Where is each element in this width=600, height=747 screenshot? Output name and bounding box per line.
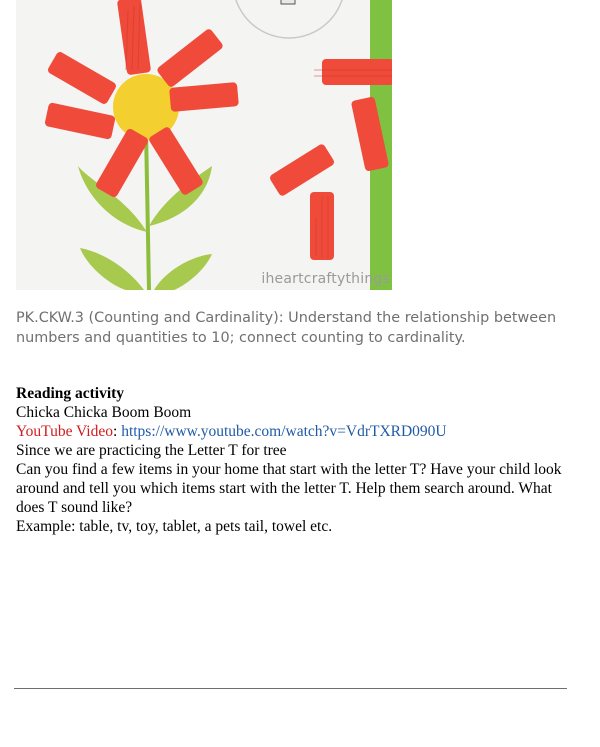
practice-line: Since we are practicing the Letter T for tree [16,442,287,459]
example-line: Example: table, tv, toy, tablet, a pets tail, towel etc. [16,518,333,535]
video-separator: : [113,423,122,440]
youtube-label: YouTube Video [16,423,113,440]
activity-paragraph: Can you find a few items in your home that start with the letter T? Have your child look around and tell you which items start with the letter T. Help them search around. What does T sound like? [16,461,562,516]
flower-craft-photo [16,0,392,290]
reading-activity-section [16,384,576,536]
pasta-flower-illustration [16,0,392,290]
pasta-loose [322,59,392,85]
book-title: Chicka Chicka Boom Boom [16,404,192,421]
standard-description: PK.CKW.3 (Counting and Cardinality): Understand the relationship between numbers and quantities to 10; connect counting to cardinality. [16,310,557,346]
video-line [16,422,576,441]
footer-divider [14,688,567,689]
reading-heading: Reading activity [16,385,125,402]
watermark-text: iheartcraftythings [261,271,390,287]
youtube-link[interactable]: https://www.youtube.com/watch?v=VdrTXRD090U [121,423,447,440]
